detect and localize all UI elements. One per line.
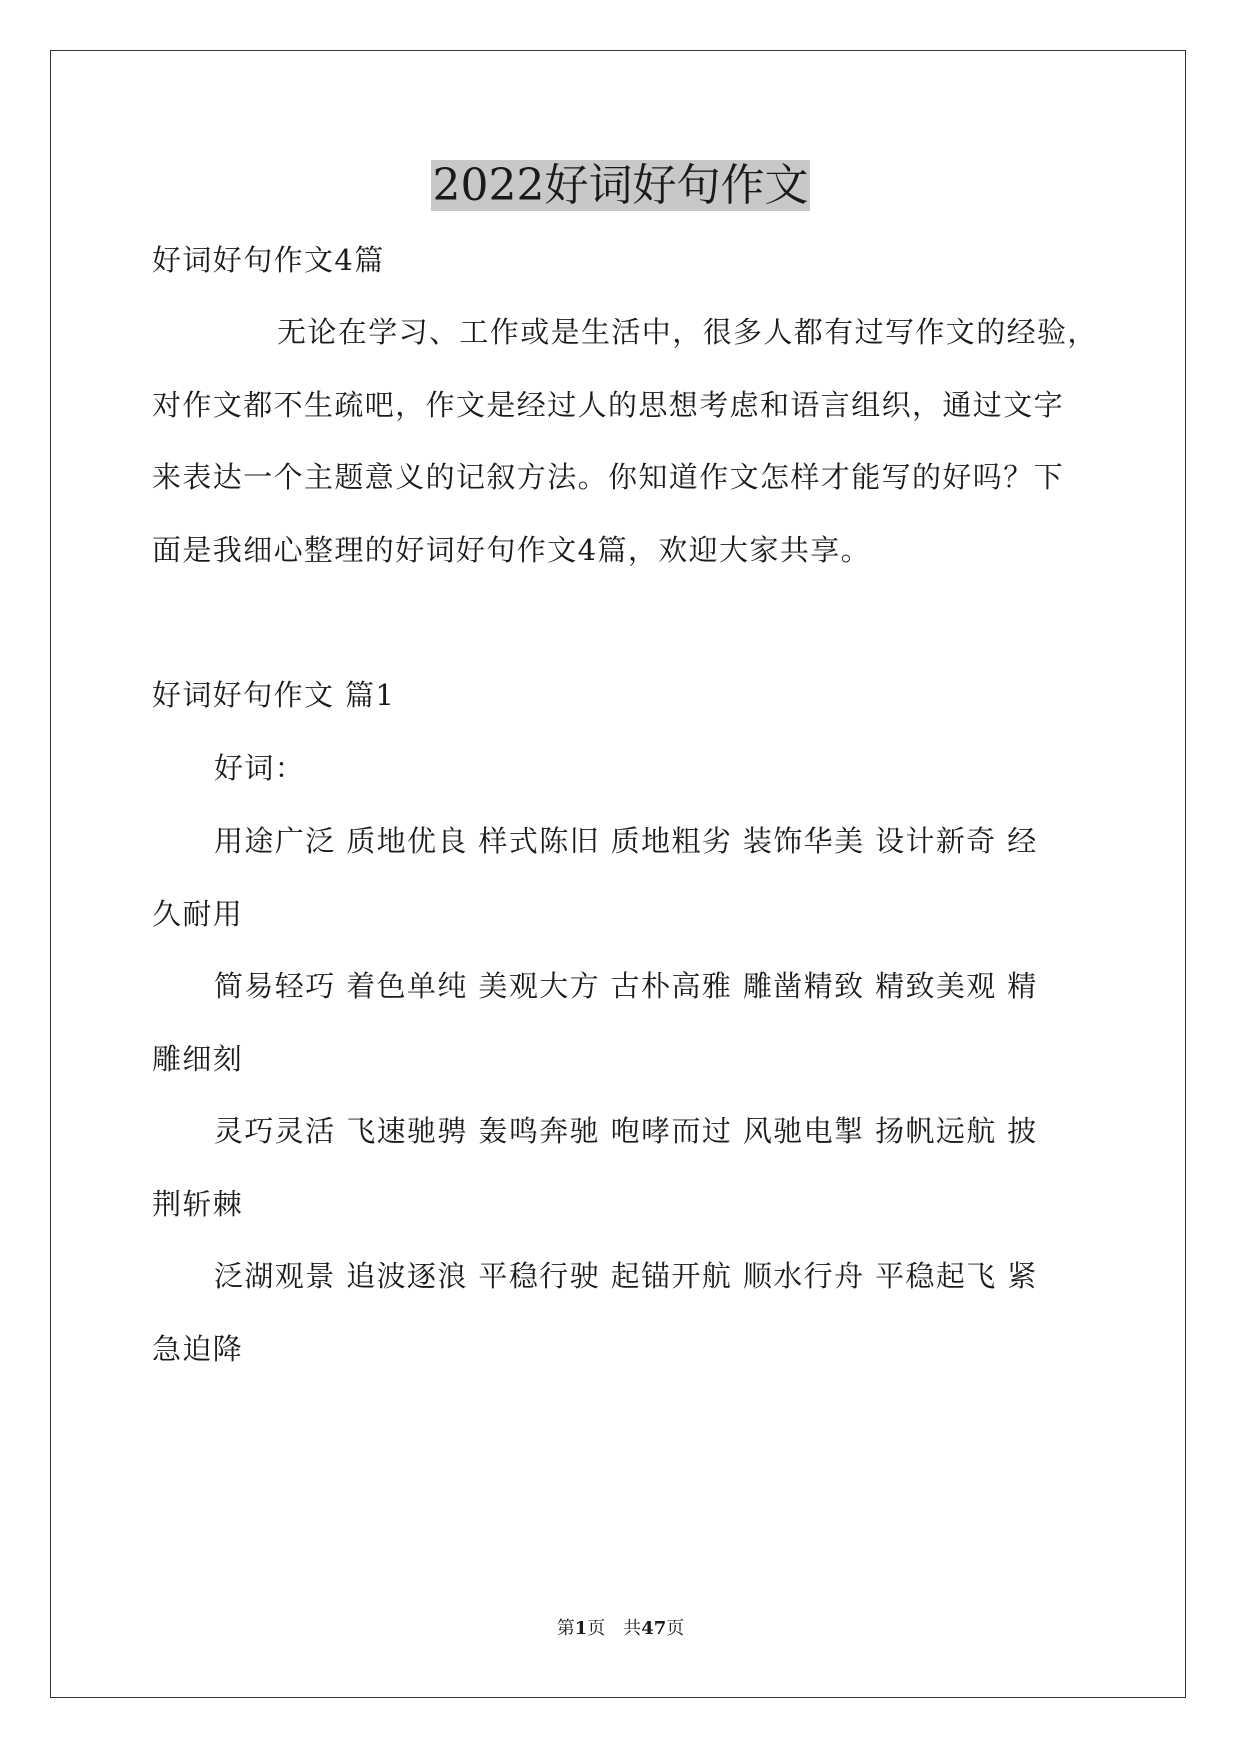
- document-title: [0, 158, 1241, 214]
- word-group-2-line-2: 雕细刻: [152, 1042, 244, 1076]
- document-title-text: 2022好词好句作文: [432, 160, 809, 211]
- footer-total-pages: 47: [641, 1618, 667, 1639]
- word-group-4-line-2: 急迫降: [152, 1332, 244, 1366]
- intro-line-1: 无论在学习、工作或是生活中，很多人都有过写作文的经验，: [277, 315, 1098, 349]
- word-group-1-line-2: 久耐用: [152, 897, 244, 931]
- word-group-3-line-1: 灵巧灵活 飞速驰骋 轰鸣奔驰 咆哮而过 风驰电掣 扬帆远航 披: [214, 1114, 1038, 1148]
- page-border: [50, 50, 1186, 1698]
- word-group-1-line-1: 用途广泛 质地优良 样式陈旧 质地粗劣 装饰华美 设计新奇 经: [214, 824, 1038, 858]
- document-subtitle: 好词好句作文4篇: [152, 243, 385, 277]
- footer-page-mid: 页 共: [587, 1618, 642, 1639]
- footer-page-prefix: 第: [556, 1618, 575, 1639]
- word-group-3-line-2: 荆斩棘: [152, 1187, 244, 1221]
- good-words-label: 好词：: [214, 751, 306, 785]
- footer-page-number: 1: [574, 1618, 588, 1639]
- page-footer: [0, 1617, 1241, 1641]
- word-group-2-line-1: 简易轻巧 着色单纯 美观大方 古朴高雅 雕凿精致 精致美观 精: [214, 969, 1038, 1003]
- intro-line-3: 来表达一个主题意义的记叙方法。你知道作文怎样才能写的好吗？下: [152, 460, 1065, 494]
- footer-page-suffix: 页: [666, 1618, 685, 1639]
- word-group-4-line-1: 泛湖观景 追波逐浪 平稳行驶 起锚开航 顺水行舟 平稳起飞 紧: [214, 1259, 1038, 1293]
- intro-line-2: 对作文都不生疏吧，作文是经过人的思想考虑和语言组织，通过文字: [152, 388, 1065, 422]
- intro-line-4: 面是我细心整理的好词好句作文4篇，欢迎大家共享。: [152, 533, 872, 567]
- section-heading: 好词好句作文 篇1: [152, 678, 396, 712]
